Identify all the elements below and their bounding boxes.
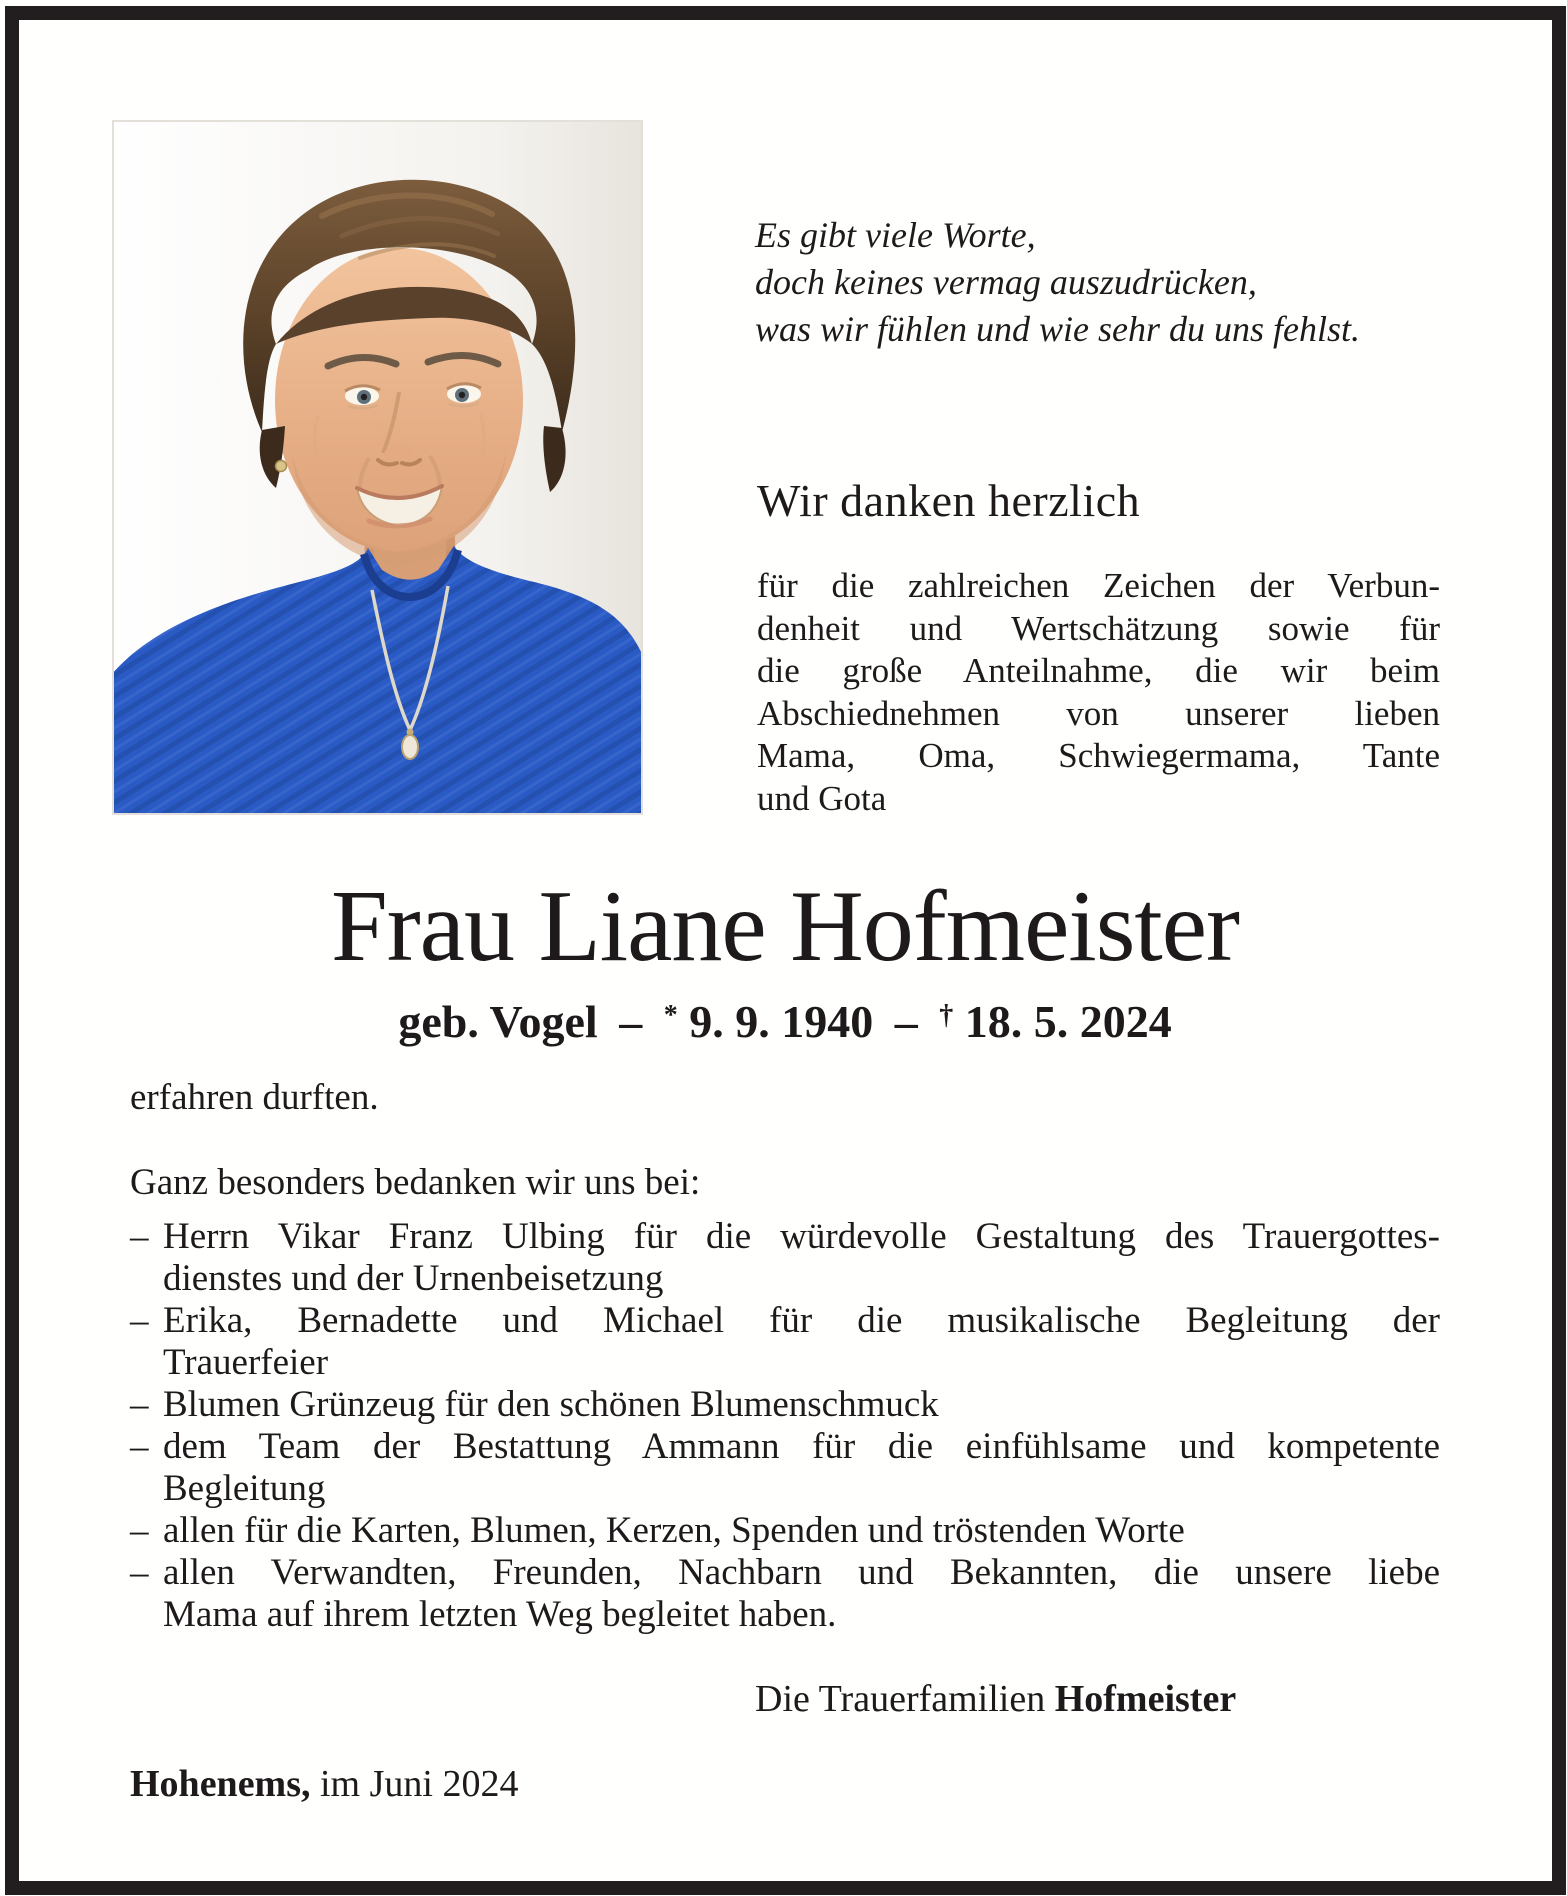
list-item-line: Trauerfeier (163, 1342, 329, 1383)
necklace-pendant (402, 735, 418, 759)
bullet-dash: – (130, 1510, 149, 1551)
deceased-dates-line (130, 995, 1440, 1048)
bullet-dash: – (130, 1384, 149, 1425)
portrait-photo (112, 120, 643, 815)
death-date: 18. 5. 2024 (964, 996, 1172, 1047)
list-item-line: dienstes und der Urnenbeisetzung (163, 1258, 664, 1299)
earring (276, 461, 287, 472)
thanks-heading: Wir danken herzlich (757, 475, 1141, 526)
deceased-name: Frau Liane Hofmeister (330, 870, 1239, 983)
list-item (130, 1300, 1440, 1384)
bullet-dash: – (130, 1300, 149, 1341)
thanks-paragraph-line: Mama, Oma, Schwiegermama, Tante (757, 736, 1440, 775)
thanks-paragraph-line: die große Anteilnahme, die wir beim (757, 651, 1440, 690)
list-item (130, 1510, 1440, 1552)
list-item-line: Begleitung (163, 1468, 326, 1509)
list-item-line: Erika, Bernadette und Michael für die musikalische Begleitung der (163, 1300, 1440, 1341)
birth-symbol: * (663, 1000, 678, 1031)
list-item-line: Mama auf ihrem letzten Weg begleitet haben. (163, 1594, 837, 1635)
list-item (130, 1216, 1440, 1300)
quote-line: doch keines vermag auszudrücken, (755, 262, 1257, 302)
list-item-line: allen für die Karten, Blumen, Kerzen, Spenden und tröstenden Worte (163, 1510, 1185, 1551)
list-item-line: Herrn Vikar Franz Ulbing für die würdevolle Gestaltung des Trauergottes- (163, 1216, 1440, 1257)
list-item (130, 1426, 1440, 1510)
bullet-dash: – (130, 1216, 149, 1257)
thanks-paragraph-line: und Gota (757, 778, 887, 818)
closing-family-line (755, 1678, 1236, 1720)
list-item-line: dem Team der Bestattung Ammann für die einfühlsame und kompetente (163, 1426, 1440, 1467)
list-item-line: allen Verwandten, Freunden, Nachbarn und Bekannten, die unsere liebe (163, 1552, 1440, 1593)
thanks-paragraph-line: Abschiednehmen von unserer lieben (757, 693, 1440, 733)
death-symbol: † (939, 1000, 954, 1031)
maiden-name: geb. Vogel (398, 996, 598, 1047)
memorial-quote (755, 212, 1455, 353)
closing-pre: Die Trauerfamilien (755, 1678, 1046, 1720)
closing-family-name: Hofmeister (1054, 1678, 1237, 1720)
list-item-line: Blumen Grünzeug für den schönen Blumenschmuck (163, 1384, 939, 1425)
date-text: im Juni 2024 (320, 1763, 519, 1805)
special-thanks-intro: Ganz besonders bedanken wir uns bei: (130, 1162, 701, 1203)
dash: – (619, 996, 643, 1047)
list-item (130, 1384, 1440, 1426)
quote-line: was wir fühlen und wie sehr du uns fehlst. (755, 309, 1361, 349)
bullet-dash: – (130, 1426, 149, 1467)
list-item (130, 1552, 1440, 1636)
city-name: Hohenems, (130, 1763, 311, 1805)
city-date-line (130, 1763, 518, 1805)
quote-line: Es gibt viele Worte, (755, 215, 1036, 255)
bullet-dash: – (130, 1552, 149, 1593)
birth-date: 9. 9. 1940 (689, 996, 874, 1047)
thanks-paragraph-line: denheit und Wertschätzung sowie für (757, 608, 1440, 648)
thanks-paragraph-line: für die zahlreichen Zeichen der Verbun- (757, 566, 1440, 605)
special-thanks-list (130, 1216, 1440, 1636)
dash: – (894, 996, 918, 1047)
thanks-paragraph (757, 565, 1440, 820)
sentence-continuation: erfahren durften. (130, 1077, 379, 1118)
portrait-illustration (112, 120, 643, 815)
